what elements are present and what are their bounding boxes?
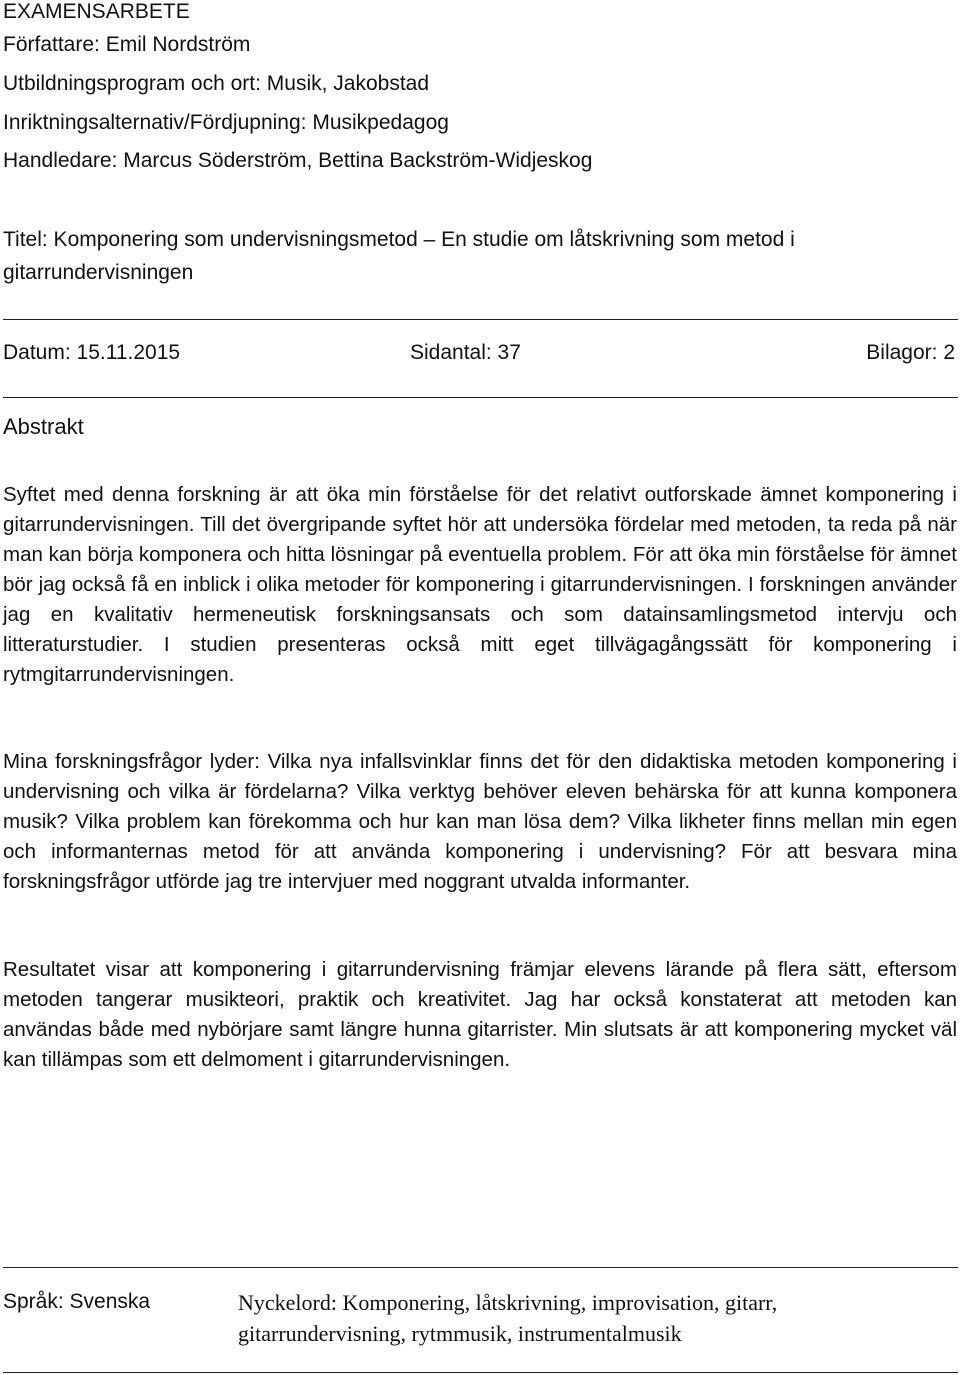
info-row [3, 338, 955, 370]
author-line: Författare: Emil Nordström [3, 33, 251, 56]
thesis-title: Titel: Komponering som undervisningsmetod – En studie om låtskrivning som metod i gitarrundervisningen [3, 228, 795, 284]
language-field: Språk: Svenska [3, 1290, 151, 1313]
specialization-line: Inriktningsalternativ/Fördjupning: Musikpedagog [3, 111, 449, 134]
divider-footer [3, 1267, 958, 1268]
date-field: Datum: 15.11.2015 [3, 341, 181, 364]
page-count-field: Sidantal: 37 [410, 341, 521, 364]
divider-info [3, 397, 958, 398]
appendices-field: Bilagor: 2 [866, 341, 955, 364]
program-line: Utbildningsprogram och ort: Musik, Jakobstad [3, 72, 430, 95]
abstract-paragraph-2: Mina forskningsfrågor lyder: Vilka nya infallsvinklar finns det för den didaktiska metoden komponering i undervisning och vilka är fördelarna? Vilka verktyg behöver eleven behärska för att kunna komponera musik? Vilka problem kan förekomma och hur kan man lösa dem? Vilka likheter finns mellan min egen och informanternas metod för att använda komponering i undervisning? För att besvara mina forskningsfrågor utförde jag tre intervjuer med noggrant utvalda informanter. [3, 750, 957, 893]
supervisors-line: Handledare: Marcus Söderström, Bettina Backström-Widjeskog [3, 149, 593, 172]
keywords-field: Nyckelord: Komponering, låtskrivning, improvisation, gitarr, gitarrundervisning, rytmmusik, instrumentalmusik [238, 1290, 778, 1346]
divider-bottom [3, 1372, 958, 1373]
abstract-paragraph-1: Syftet med denna forskning är att öka min förståelse för det relativt outforskade ämnet komponering i gitarrundervisningen. Till det övergripande syftet hör att undersöka fördelar med metoden, ta reda på när man kan börja komponera och hitta lösningar på eventuella problem. För att öka min förståelse för ämnet bör jag också få en inblick i olika metoder för komponering i gitarrundervisningen. I forskningen använder jag en kvalitativ hermeneutisk forskningsansats och som datainsamlingsmetod intervju och litteraturstudier. I studien presenteras också mitt eget tillvägagångssätt för komponering i rytmgitarrundervisningen. [3, 483, 957, 686]
document-type-label: EXAMENSARBETE [3, 0, 190, 23]
abstract-paragraph-3: Resultatet visar att komponering i gitarrundervisning främjar elevens lärande på flera sätt, eftersom metoden tangerar musikteori, praktik och kreativitet. Jag har också konstaterat att metoden kan användas både med nybörjare samt längre hunna gitarrister. Min slutsats är att komponering mycket väl kan tillämpas som ett delmoment i gitarrundervisningen. [3, 958, 957, 1071]
divider-top [3, 319, 958, 320]
abstract-heading: Abstrakt [3, 414, 84, 439]
